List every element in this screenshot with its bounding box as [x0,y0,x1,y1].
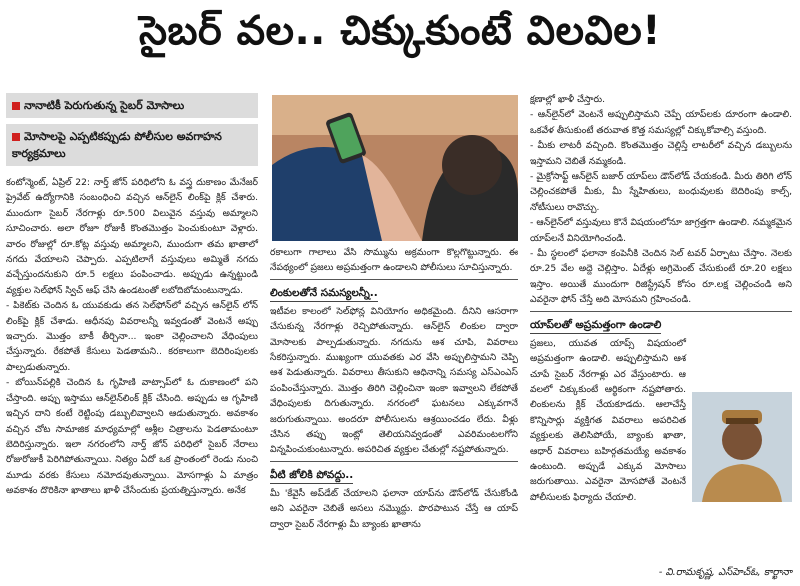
divider [530,311,792,312]
subheading: యాప్‌లతో అప్రమత్తంగా ఉండాలి [530,317,661,334]
paragraph: కంటోన్మెంట్, ఏప్రిల్ 22: నార్త్ జోన్ పరిధిలోని ఓ వస్త్ర దుకాణం మేనేజర్ ప్రైవేట్ ఉద్యోగానికి సంబంధించి వచ్చిన ఆన్‌లైన్ లింక్‌పై క్లిక్ చేశారు. ముందుగా సైబర్ నేరగాళ్లు రూ.500 విలువైన వస్తువు అమ్మాలని సూచించారు. అలా రోజూ రోజుకీ కొంతమొత్తం పెంచుకుంటూ వెళ్లారు. వారం రోజుల్లో రూ.కోట్ల వస్తువు అమ్మాలని, ముందుగా తమ ఖాతాలో నగదు వేయాలని చెప్పారు. ఎప్పటిలాగే వస్తువులు అమ్మితే నగదు వచ్చేస్తుందనుకుని రూ.5 లక్షలు పంపించాడు. అప్పుడు ఉన్నట్టుండి వ్యక్తుల సెల్‌ఫోన్ స్విచ్ ఆఫ్ చేసి ఉండటంతో లబోదిబోమంటున్నాడు. [6,177,258,296]
police-officer-portrait [692,392,792,502]
paragraph: - ఆన్‌లైన్‌లో వస్తువులు కొనే విషయంలోనూ జాగ్రత్తగా ఉండాలి. నమ్మకమైన యాప్‌లనే వినియోగించండి. [530,217,792,244]
paragraph: మీ 'కేవైసీ అప్‌డేట్ చేయాలని ఫలానా యాప్‌ను డౌన్‌లోడ్ చేసుకోండి అని ఎవరైనా చెబితే అసలు నమ్మొద్దు. పొరపాటున చేస్తే ఆ యాప్ ద్వారా సైబర్ నేరగాళ్లు మీ బ్యాంకు ఖాతాను [270,487,518,530]
bullet-marker-icon [12,102,20,110]
paragraph: - మీకు లాటరీ వచ్చింది. కొంతమొత్తం చెల్లిస్తే లాటరీలో వచ్చిన డబ్బులను ఇస్తామని చెబితే నమ్మకండి. [530,140,792,167]
byline: - వి.రామకృష్ణ, ఎస్‌హెచ్‌ఓ, కార్ఖానా [658,567,792,578]
article-column-1 [6,175,258,499]
woman-using-smartphone-photo [272,95,518,241]
subheading: లింకులతోనే సమస్యలన్నీ.. [270,285,378,302]
paragraph: - మైక్రోసాఫ్ట్ ఆన్‌లైన్ బజార్ యాప్‌లు డౌన్‌లోడ్ చేయకండి. మీరు తిరిగి లోన్ చెల్లించకపోతే మీకు, మీ స్నేహితులు, బంధువులకు బెదిరింపు కాల్స్, నోటీసులు రావొచ్చు. [530,171,792,213]
paragraph: క్షణాల్లో ఖాళీ చేస్తారు. [530,94,605,105]
paragraph: - బోయిన్‌పల్లికి చెందిన ఓ గృహిణి వాట్సాప్‌లో ఓ దుకాణంలో పని చేస్తాంది. అప్పు ఇస్తాము ఆన్‌లైన్‌లింక్ క్లిక్ చేసింది. అప్పుడు ఆ గృహిణి ఇచ్చిన దాని కంటే రెట్టింపు డబ్బులివ్వాలని ఆడుతున్నారు. అవకాశం వచ్చిన చోట సామాజిక మాధ్యమాల్లో ఆశ్లీల చిత్రాలను పెడతామంటూ బెదిరిస్తున్నారు. ఇలా నగరంలోని నార్త్ జోన్ పరిధిలో సైబర్ నేరాలు రోజురోజుకీ పెరిగిపోతున్నాయి. నిత్యం ఏదో ఒక ప్రాంతంలో రెండు నుంచి మూడు వరకు కేసులు నమోదవుతున్నాయి. మోసగాళ్లు ఏ మాత్రం అవకాశం దొరికినా ఖాతాలు ఖాళీ చేసేందుకు ప్రయత్నిస్తున్నారు. అనేక [6,377,258,497]
highlight-text: మోసాలపై ఎప్పటికప్పుడు పోలీసుల అవగాహన కార్యక్రమాలు [12,130,222,160]
paragraph: ఇటీవల కాలంలో సెల్‌ఫోన్ల వినియోగం అధికమైంది. దీనిని ఆసరాగా చేసుకున్న నేరగాళ్లు రెచ్చిపోతున్నారు. ఆన్‌లైన్ లింకుల ద్వారా మోసాలకు పాల్పడుతున్నారు. నగదును ఆశ చూపి, వివరాలు సేకరిస్తున్నారు. ముఖ్యంగా యువతకు ఎర వేసి అప్పులిస్తామని చెప్పి ఆశ పెడుతున్నారు. వివరాలు తీసుకుని ఆధినాన్ని సమస్య ఎస్‌ఎంఎస్ పంపించేస్తున్నారు. మొత్తం తిరిగి చెల్లించినా ఇంకా ఇవ్వాలని లేకపోతే వేధింపులకు దిగుతున్నారు. నగరంలో ఘటనలు ఎక్కువగానే జరుగుతున్నాయి. అందరూ పోలీసులను ఆశ్రయించడం లేదు. వీళ్లు చేసిన తప్పు ఇంట్లో తెలియనివ్వడంతో ఎవరిమంటలగోని విన్నపించుకుంటున్నారు. అపరిచిత వ్యక్తుల చేతుల్లో నష్టపోతున్నారు. [270,305,518,456]
bullet-marker-icon [12,133,20,141]
paragraph: - మీ స్థలంలో ఫలానా కంపెనీకి చెందిన సెల్ టవర్ ఏర్పాటు చేస్తాం. నెలకు రూ.25 వేల అద్దె చెల్లిస్తాం. ఏదేళ్లు అగ్రిమెంట్ చేసుకుంటే రూ.20 లక్షలు ఇస్తాం. అయితే ముందుగా రిజిస్ట్రేషన్ కోసం రూ.లక్ష చెల్లించండి అని ఎవరైనా ఫోన్ చేస్తే అది మోసమని గ్రహించండి. [530,248,792,306]
subheading: వీటి జోలికి పోవద్దు.. [270,467,353,484]
highlight-1 [6,93,258,118]
article-column-2 [270,245,518,532]
headline: సైబర్ వల.. చిక్కుకుంటే విలవిల! [138,8,662,54]
highlights [6,93,258,172]
paragraph: - ఆన్‌లైన్‌లో వెంటనే అప్పులిస్తామని చెప్పే యాప్‌లకు దూరంగా ఉండాలి. ఒకవేళ తీసుకుంటే తరువాత కొత్త సమస్యల్లో చిక్కుకోవాల్సి వస్తుంది. [530,109,792,136]
highlight-text: నానాటికీ పెరుగుతున్న సైబర్ మోసాలు [24,99,185,112]
highlight-2 [6,124,258,166]
paragraph: రకాలుగా గాలాలు వేసి సొమ్మును అక్రమంగా కొల్లగొట్టున్నారు. ఈ నేపథ్యంలో ప్రజలు అప్రమత్తంగా ఉండాలని పోలీసులు సూచిస్తున్నారు. [270,247,518,274]
divider [270,461,518,462]
paragraph: - పికెట్‌కు చెందిన ఓ యువకుడు తన సెల్‌ఫోన్‌లో వచ్చిన ఆన్‌లైన్ లోన్ లింక్‌పై క్లిక్ చేశాడు. ఆధీనపు వివరాలన్నీ ఇవ్వడంతో వెంటనే అప్పు ఇచ్చారు. మొత్తం బాకీ తీర్చినా... ఇంకా చెల్లించాలని వేధింపులు చేస్తున్నారు. రేకపోతే కేసులు పెడతామని.. కరకాలుగా బెదిరింపులకు పాల్పడుతున్నారు. [6,300,258,373]
divider [270,279,518,280]
paragraph: ప్రజలు, యువత యాప్స్ విషయంలో అప్రమత్తంగా ఉండాలి. అప్పులిస్తామని ఆశ చూపే సైబర్ నేరగాళ్లు ఎర వేస్తుంటారు. ఆ వలలో చిక్కుకుంటే ఆర్థికంగా నష్టపోతారు. లింకులను క్లిక్ చేయకూడదు. ఆలాచేస్తే కొన్నిసార్లు వ్యక్తిగత వివరాలు అపరిచిత వ్యక్తులకు తెలిసిపోయే, బ్యాంకు ఖాతా, ఆధార్ వివరాలు బహిర్గతమయ్యే అవకాశం ఉంటుంది. అప్పుడే ఎక్కువ మోసాలు జరుగుతాయి. ఎవరైనా మోసపోతే వెంటనే పోలీసులకు ఫిర్యాదు చేయాలి. [530,337,686,503]
